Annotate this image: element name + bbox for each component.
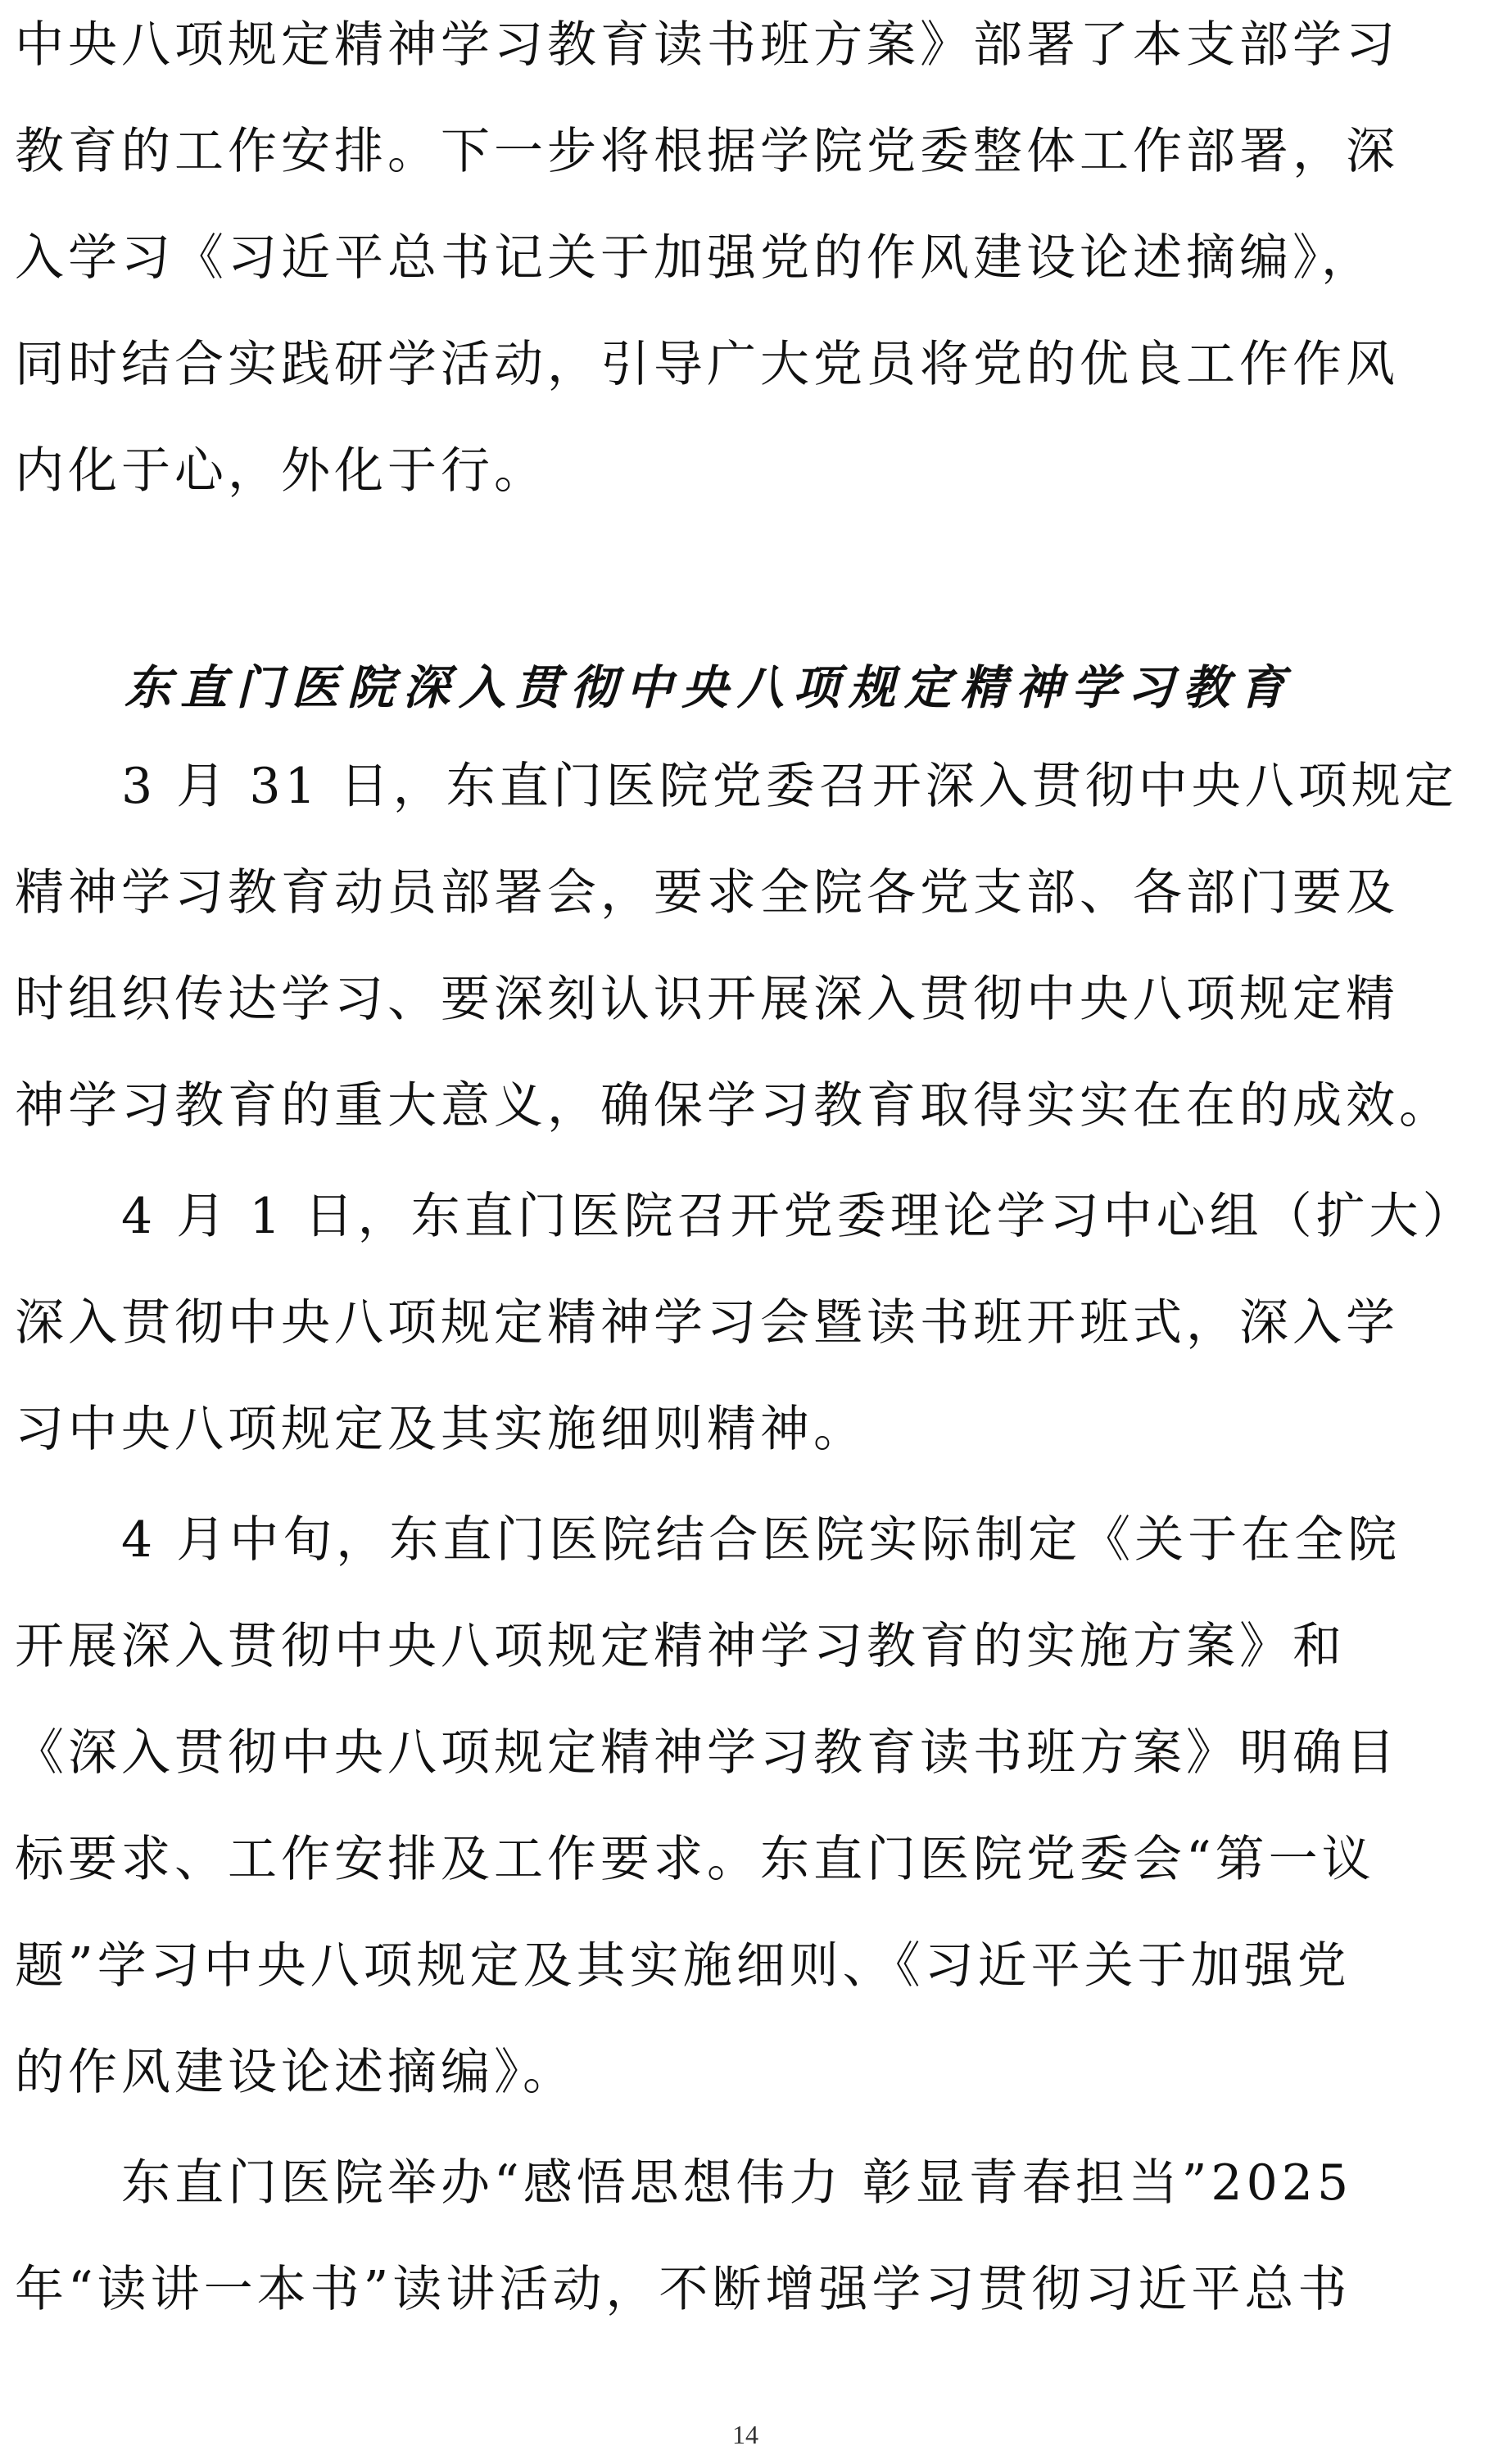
- text-line: 入学习《习近平总书记关于加强党的作风建设论述摘编》，: [15, 229, 1374, 287]
- text-line: 同时结合实践研学活动，引导广大党员将党的优良工作作风: [15, 336, 1399, 393]
- text-line: 精神学习教育动员部署会，要求全院各党支部、各部门要及: [15, 864, 1399, 922]
- text-line: 习中央八项规定及其实施细则精神。: [15, 1401, 867, 1458]
- text-line: 内化于心，外化于行。: [15, 442, 547, 500]
- text-line: 年“读讲一本书”读讲活动，不断增强学习贯彻习近平总书: [15, 2261, 1351, 2318]
- text-line: 东直门医院举办“感悟思想伟力 彰显青春担当”2025: [121, 2154, 1353, 2212]
- text-line: 时组织传达学习、要深刻认识开展深入贯彻中央八项规定精: [15, 971, 1399, 1028]
- text-line: 开展深入贯彻中央八项规定精神学习教育的实施方案》和: [15, 1618, 1346, 1675]
- text-line: 深入贯彻中央八项规定精神学习会暨读书班开班式，深入学: [15, 1294, 1399, 1352]
- page-number: 14: [732, 2420, 758, 2449]
- text-line: 3 月 31 日，东直门医院党委召开深入贯彻中央八项规定: [121, 758, 1458, 815]
- text-line: 的作风建设论述摘编》。: [15, 2044, 576, 2101]
- text-line: 教育的工作安排。下一步将根据学院党委整体工作部署，深: [15, 123, 1399, 180]
- text-line: 中央八项规定精神学习教育读书班方案》部署了本支部学习: [15, 16, 1399, 74]
- text-line: 神学习教育的重大意义，确保学习教育取得实实在在的成效。: [15, 1077, 1452, 1135]
- text-line: 题”学习中央八项规定及其实施细则、《习近平关于加强党: [15, 1937, 1351, 1995]
- text-line: 4 月 1 日，东直门医院召开党委理论学习中心组（扩大）: [121, 1188, 1476, 1245]
- section-heading: 东直门医院深入贯彻中央八项规定精神学习教育: [124, 660, 1294, 715]
- text-line: 《深入贯彻中央八项规定精神学习教育读书班方案》明确目: [15, 1724, 1399, 1782]
- text-line: 4 月中旬，东直门医院结合医院实际制定《关于在全院: [121, 1511, 1401, 1569]
- text-line: 标要求、工作安排及工作要求。东直门医院党委会“第一议: [15, 1831, 1375, 1888]
